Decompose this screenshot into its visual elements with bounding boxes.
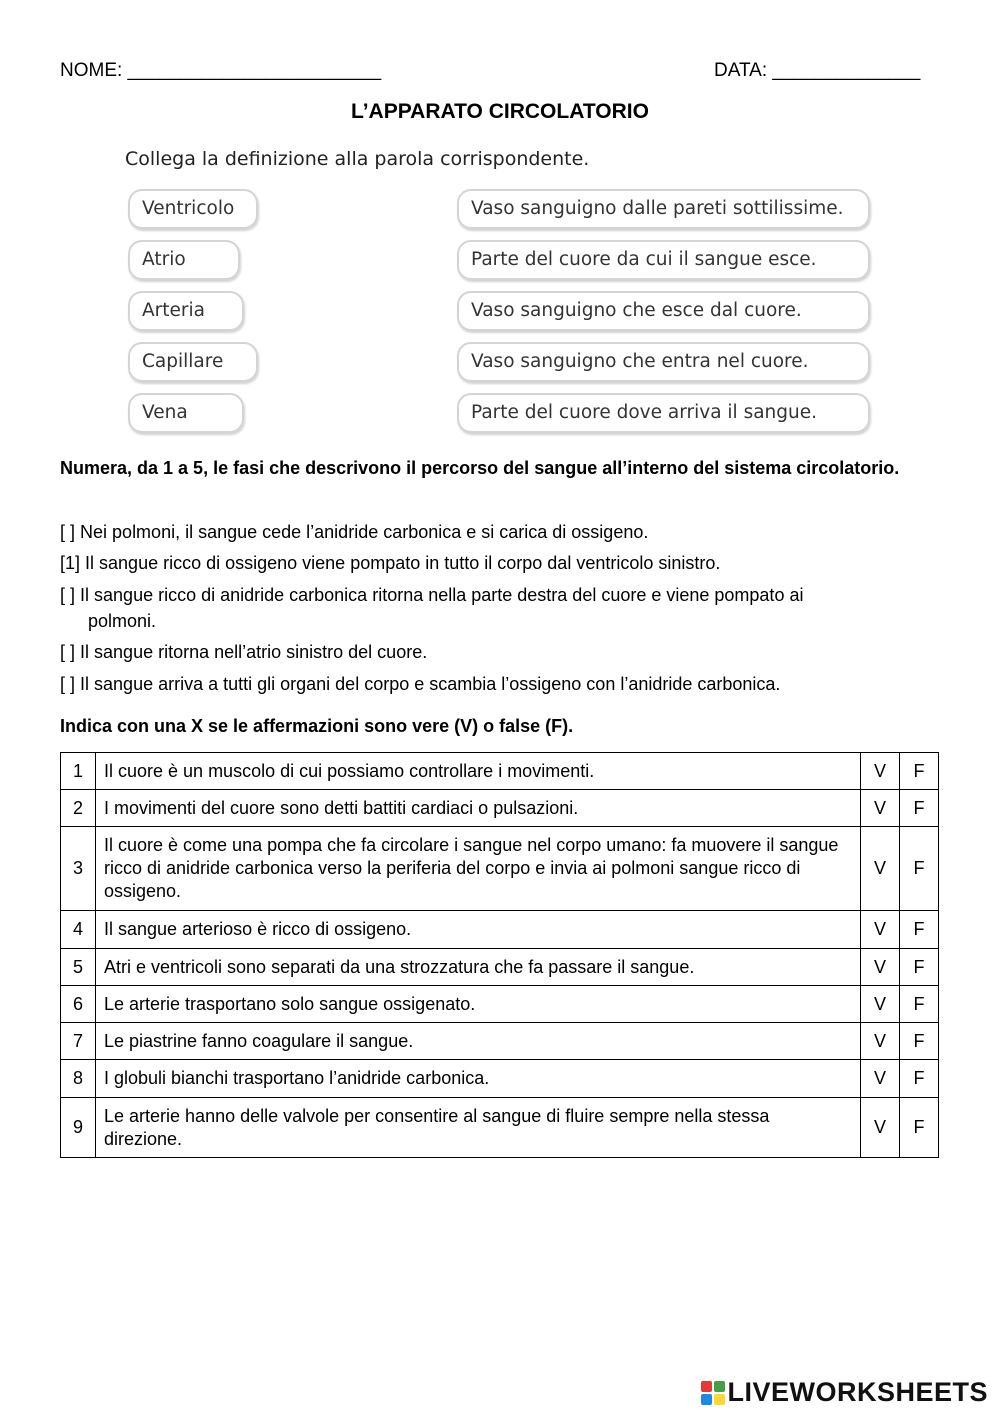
table-row xyxy=(61,911,939,949)
statement-text: I movimenti del cuore sono detti battiti cardiaci o pulsazioni. xyxy=(96,790,861,827)
definition-box-1[interactable]: Vaso sanguigno dalle pareti sottilissime. xyxy=(457,189,870,229)
statement-number: 1 xyxy=(61,753,96,790)
step-number-field[interactable]: [1] xyxy=(60,553,81,573)
word-box-2[interactable]: Atrio xyxy=(128,240,240,280)
false-option-cell[interactable]: F xyxy=(900,1060,939,1098)
step-number-field[interactable]: [ ] xyxy=(60,522,76,542)
matching-instruction: Collega la definizione alla parola corrispondente. xyxy=(125,148,590,170)
logo-text: LIVEWORKSHEETS xyxy=(727,1377,988,1407)
statement-number: 2 xyxy=(61,790,96,827)
statement-text: Il sangue arterioso è ricco di ossigeno. xyxy=(96,911,861,949)
table-row xyxy=(61,1060,939,1098)
table-row xyxy=(61,790,939,827)
word-box-3[interactable]: Arteria xyxy=(128,291,244,331)
truefalse-instruction: Indica con una X se le affermazioni sono vere (V) o false (F). xyxy=(60,716,574,736)
true-option-cell[interactable]: V xyxy=(861,827,900,911)
statement-number: 3 xyxy=(61,827,96,911)
step-number-field[interactable]: [ ] xyxy=(60,585,76,605)
false-option-cell[interactable]: F xyxy=(900,790,939,827)
definition-box-3[interactable]: Vaso sanguigno che esce dal cuore. xyxy=(457,291,870,331)
table-row xyxy=(61,1023,939,1060)
true-option-cell[interactable]: V xyxy=(861,911,900,949)
truefalse-table xyxy=(60,752,939,1158)
ordering-step xyxy=(60,550,720,576)
statement-text: Il cuore è un muscolo di cui possiamo controllare i movimenti. xyxy=(96,753,861,790)
ordering-step xyxy=(60,671,780,697)
statement-number: 9 xyxy=(61,1098,96,1158)
step-text: Nei polmoni, il sangue cede l’anidride carbonica e si carica di ossigeno. xyxy=(80,522,649,542)
table-row xyxy=(61,1098,939,1158)
statement-text: I globuli bianchi trasportano l’anidride carbonica. xyxy=(96,1060,861,1098)
false-option-cell[interactable]: F xyxy=(900,986,939,1023)
definition-box-5[interactable]: Parte del cuore dove arriva il sangue. xyxy=(457,393,870,433)
statement-text: Le arterie hanno delle valvole per consentire al sangue di fluire sempre nella stessa direzione. xyxy=(96,1098,861,1158)
ordering-step xyxy=(60,519,648,545)
true-option-cell[interactable]: V xyxy=(861,1060,900,1098)
true-option-cell[interactable]: V xyxy=(861,753,900,790)
false-option-cell[interactable]: F xyxy=(900,949,939,986)
true-option-cell[interactable]: V xyxy=(861,1098,900,1158)
step-text: Il sangue ricco di anidride carbonica ritorna nella parte destra del cuore e viene pompato ai xyxy=(80,585,804,605)
page-title: L’APPARATO CIRCOLATORIO xyxy=(351,100,649,123)
true-option-cell[interactable]: V xyxy=(861,949,900,986)
statement-number: 6 xyxy=(61,986,96,1023)
liveworksheets-logo xyxy=(701,1377,988,1408)
false-option-cell[interactable]: F xyxy=(900,1023,939,1060)
table-row xyxy=(61,827,939,911)
step-text: Il sangue arriva a tutti gli organi del corpo e scambia l’ossigeno con l’anidride carbonica. xyxy=(80,674,781,694)
ordering-step xyxy=(60,582,803,634)
ordering-instruction: Numera, da 1 a 5, le fasi che descrivono il percorso del sangue all’interno del sistema circolatorio. xyxy=(60,458,900,478)
statement-text: Atri e ventricoli sono separati da una strozzatura che fa passare il sangue. xyxy=(96,949,861,986)
false-option-cell[interactable]: F xyxy=(900,911,939,949)
statement-number: 7 xyxy=(61,1023,96,1060)
true-option-cell[interactable]: V xyxy=(861,790,900,827)
statement-text: Il cuore è come una pompa che fa circolare i sangue nel corpo umano: fa muovere il sangue ricco di anidride carbonica verso la periferia del corpo e invia ai polmoni sangue ricco di ossigeno. xyxy=(96,827,861,911)
statement-text: Le piastrine fanno coagulare il sangue. xyxy=(96,1023,861,1060)
table-row xyxy=(61,753,939,790)
word-box-5[interactable]: Vena xyxy=(128,393,244,433)
step-text: Il sangue ricco di ossigeno viene pompato in tutto il corpo dal ventricolo sinistro. xyxy=(85,553,721,573)
true-option-cell[interactable]: V xyxy=(861,1023,900,1060)
false-option-cell[interactable]: F xyxy=(900,1098,939,1158)
false-option-cell[interactable]: F xyxy=(900,753,939,790)
ordering-step xyxy=(60,639,427,665)
definition-box-4[interactable]: Vaso sanguigno che entra nel cuore. xyxy=(457,342,870,382)
table-row xyxy=(61,986,939,1023)
word-box-4[interactable]: Capillare xyxy=(128,342,258,382)
table-row xyxy=(61,949,939,986)
name-field-label: NOME: ________________________ xyxy=(60,60,382,81)
word-box-1[interactable]: Ventricolo xyxy=(128,189,258,229)
statement-text: Le arterie trasportano solo sangue ossigenato. xyxy=(96,986,861,1023)
step-number-field[interactable]: [ ] xyxy=(60,642,76,662)
statement-number: 5 xyxy=(61,949,96,986)
step-text-continuation: polmoni. xyxy=(88,611,157,631)
date-field-label: DATA: ______________ xyxy=(714,60,921,81)
liveworksheets-logo-icon xyxy=(701,1381,725,1405)
statement-number: 4 xyxy=(61,911,96,949)
step-text: Il sangue ritorna nell’atrio sinistro del cuore. xyxy=(80,642,428,662)
statement-number: 8 xyxy=(61,1060,96,1098)
false-option-cell[interactable]: F xyxy=(900,827,939,911)
true-option-cell[interactable]: V xyxy=(861,986,900,1023)
step-number-field[interactable]: [ ] xyxy=(60,674,76,694)
definition-box-2[interactable]: Parte del cuore da cui il sangue esce. xyxy=(457,240,870,280)
